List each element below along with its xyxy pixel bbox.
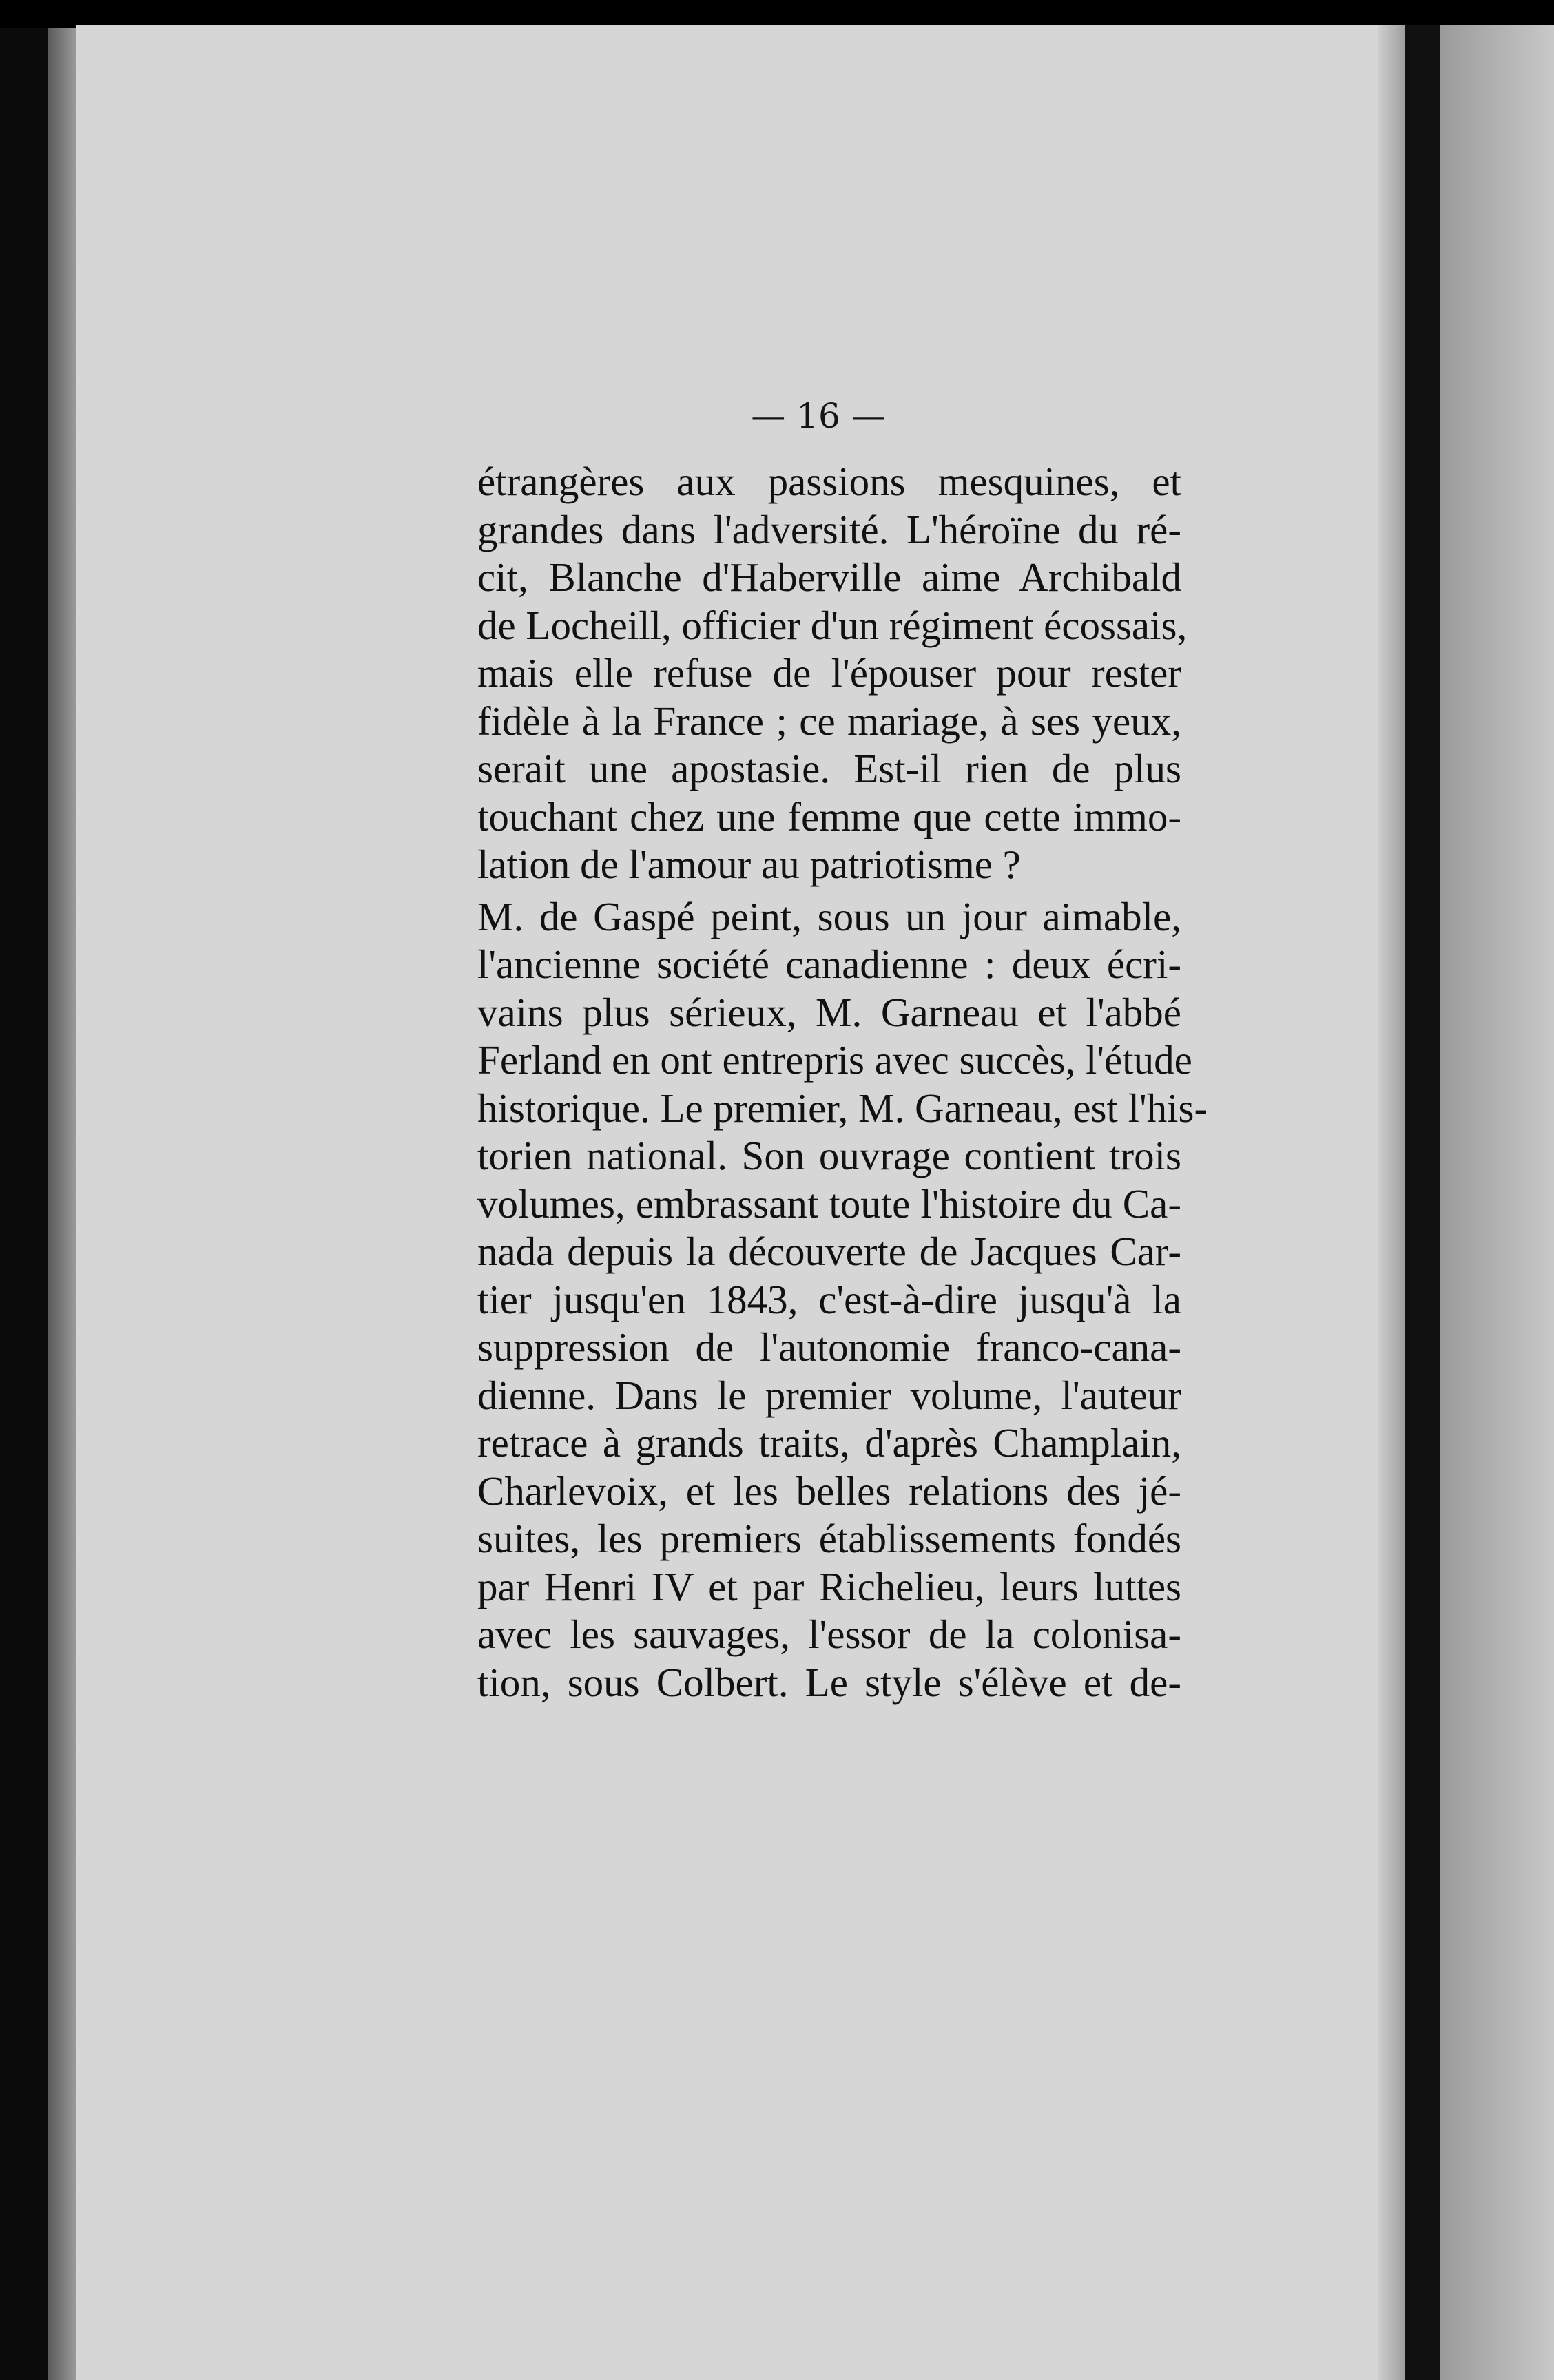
text-line: tier jusqu'en 1843, c'est-à-dire jusqu'à la bbox=[477, 1276, 1181, 1322]
paragraph bbox=[477, 458, 1188, 889]
text-line: cit, Blanche d'Haberville aime Archibald bbox=[477, 554, 1181, 600]
text-line: Charlevoix, et les belles relations des jé- bbox=[477, 1468, 1181, 1514]
text-line: de Locheill, officier d'un régiment écossais, bbox=[477, 602, 1188, 648]
page-number-text: — 16 — bbox=[751, 396, 886, 436]
text-line: avec les sauvages, l'essor de la colonisa- bbox=[477, 1611, 1181, 1657]
text-line: grandes dans l'adversité. L'héroïne du ré- bbox=[477, 506, 1181, 552]
text-line: touchant chez une femme que cette immo- bbox=[477, 793, 1181, 839]
text-line: suites, les premiers établissements fondés bbox=[477, 1516, 1181, 1561]
text-line: étrangères aux passions mesquines, et bbox=[477, 459, 1181, 504]
text-line: dienne. Dans le premier volume, l'auteur bbox=[477, 1372, 1181, 1418]
text-line: l'ancienne société canadienne : deux écri- bbox=[477, 941, 1181, 987]
text-line: par Henri IV et par Richelieu, leurs luttes bbox=[477, 1563, 1181, 1609]
paragraph bbox=[477, 893, 1208, 1707]
text-line: mais elle refuse de l'épouser pour rester bbox=[477, 650, 1181, 696]
left-binding-edge bbox=[0, 28, 48, 2380]
text-line: historique. Le premier, M. Garneau, est l'his- bbox=[477, 1085, 1208, 1131]
text-line: nada depuis la découverte de Jacques Car- bbox=[477, 1229, 1181, 1274]
page-number bbox=[0, 396, 1554, 436]
adjacent-page-edge bbox=[1440, 25, 1554, 2380]
right-page-shadow bbox=[1378, 25, 1405, 2380]
text-line: volumes, embrassant toute l'histoire du Ca- bbox=[477, 1180, 1181, 1226]
text-line: suppression de l'autonomie franco-cana- bbox=[477, 1324, 1181, 1370]
text-line: serait une apostasie. Est-il rien de plus bbox=[477, 746, 1181, 791]
left-gutter-shadow bbox=[48, 28, 76, 2380]
text-line: torien national. Son ouvrage contient trois bbox=[477, 1133, 1181, 1178]
text-line: retrace à grands traits, d'après Champlain, bbox=[477, 1420, 1181, 1465]
text-line: fidèle à la France ; ce mariage, à ses yeux, bbox=[477, 698, 1181, 744]
text-line: tion, sous Colbert. Le style s'élève et de- bbox=[477, 1659, 1181, 1705]
text-line: Ferland en ont entrepris avec succès, l'étude bbox=[477, 1037, 1192, 1083]
text-line: M. de Gaspé peint, sous un jour aimable, bbox=[477, 893, 1181, 939]
right-binding-edge bbox=[1405, 25, 1440, 2380]
text-line: vains plus sérieux, M. Garneau et l'abbé bbox=[477, 989, 1181, 1035]
body-text bbox=[477, 458, 1208, 1706]
text-line: lation de l'amour au patriotisme ? bbox=[477, 842, 1021, 887]
